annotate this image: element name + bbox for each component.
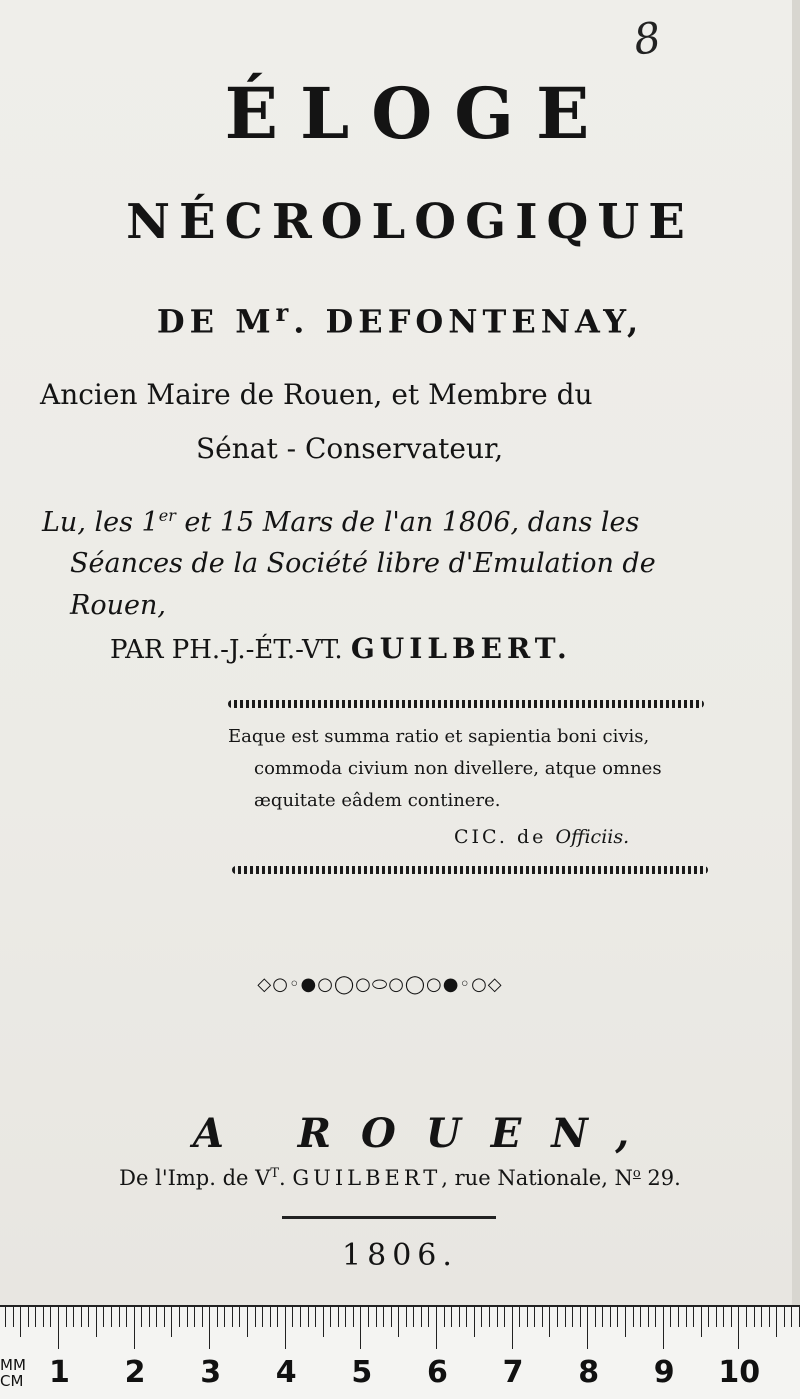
ruler-tick [58, 1307, 59, 1349]
ruler-tick [119, 1307, 120, 1327]
ruler-number: 9 [653, 1355, 675, 1390]
ruler-tick [360, 1307, 361, 1349]
ruler-tick [292, 1307, 293, 1327]
ruler-tick [670, 1307, 671, 1327]
ruler-tick [542, 1307, 543, 1327]
ruler-number: 8 [578, 1355, 600, 1390]
ruler-number: 6 [427, 1355, 448, 1390]
ruler-unit-cm: CM [0, 1372, 24, 1390]
ruler-tick [50, 1307, 51, 1327]
ruler-tick [776, 1307, 777, 1337]
ruler-tick [323, 1307, 324, 1337]
epigraph-line-3: æquitate eâdem continere. [254, 790, 501, 811]
ruler-tick [345, 1307, 346, 1327]
ruler-tick [497, 1307, 498, 1327]
ruler-tick [451, 1307, 452, 1327]
ruler-unit-mm: MM [0, 1356, 26, 1374]
ruler-number: 1 [49, 1355, 70, 1390]
imprint-printer [0, 1166, 800, 1190]
ruler-tick [239, 1307, 240, 1327]
ruler-tick [300, 1307, 301, 1327]
ruler-tick [391, 1307, 392, 1327]
ruler-number: 5 [351, 1355, 373, 1390]
imprint-text-a: De l'Imp. de V [119, 1166, 271, 1190]
ruler-tick [111, 1307, 112, 1327]
ruler-tick [285, 1307, 286, 1349]
imprint-text-d: 29. [640, 1166, 681, 1190]
ruler-tick [247, 1307, 248, 1337]
title-superscript: r [275, 298, 294, 327]
ruler-tick [28, 1307, 29, 1327]
ruler-tick [519, 1307, 520, 1327]
imprint-superscript-no: o [632, 1166, 641, 1181]
ruler-tick [489, 1307, 490, 1327]
ruler-tick [35, 1307, 36, 1327]
ruler-tick [459, 1307, 460, 1327]
ruler-tick [164, 1307, 165, 1327]
ruler-tick [406, 1307, 407, 1327]
ruler-tick [368, 1307, 369, 1327]
ruler-tick [308, 1307, 309, 1327]
ruler-tick [708, 1307, 709, 1327]
imprint-city: A ROUEN, [192, 1110, 660, 1157]
ruler-tick [171, 1307, 172, 1337]
ruler-tick [731, 1307, 732, 1327]
measuring-ruler [0, 1305, 800, 1399]
ruler-tick [663, 1307, 664, 1349]
ruler-tick [444, 1307, 445, 1327]
ruler-tick [738, 1307, 739, 1349]
ruler-tick [716, 1307, 717, 1327]
imprint-superscript-t: T [270, 1166, 279, 1181]
reading-text-a: Lu, les 1 [42, 507, 159, 538]
ruler-tick [534, 1307, 535, 1327]
ruler-tick [217, 1307, 218, 1327]
ruler-tick [761, 1307, 762, 1327]
ruler-tick [791, 1307, 792, 1327]
ruler-tick [262, 1307, 263, 1327]
ruler-tick [504, 1307, 505, 1327]
ruler-tick [13, 1307, 14, 1327]
ruler-tick [232, 1307, 233, 1327]
ruler-tick [754, 1307, 755, 1327]
ruler-tick [784, 1307, 785, 1327]
ruler-tick [179, 1307, 180, 1327]
ruler-tick [413, 1307, 414, 1327]
ruler-tick [224, 1307, 225, 1327]
ruler-tick [383, 1307, 384, 1327]
title-line-2: NÉCROLOGIQUE [126, 194, 694, 250]
imprint-year: 1806. [342, 1238, 458, 1273]
ruler-tick [428, 1307, 429, 1327]
folio-number: 8 [630, 12, 664, 65]
epigraph-source-work: Officiis. [555, 826, 630, 848]
subtitle-line-2: Sénat - Conservateur, [196, 432, 504, 465]
title-prefix: DE M [156, 302, 276, 341]
ruler-tick [338, 1307, 339, 1327]
ruler-tick [376, 1307, 377, 1327]
ruler-tick [769, 1307, 770, 1327]
ruler-tick [549, 1307, 550, 1337]
ruler-tick [421, 1307, 422, 1327]
imprint-printer-name: GUILBERT [292, 1166, 442, 1190]
ruler-tick [96, 1307, 97, 1337]
ruler-tick [625, 1307, 626, 1337]
ruler-tick [693, 1307, 694, 1327]
ruler-tick [202, 1307, 203, 1327]
ruler-tick [595, 1307, 596, 1327]
ruler-tick [686, 1307, 687, 1327]
ruler-tick [436, 1307, 437, 1349]
ruler-tick [209, 1307, 210, 1349]
ruler-tick [512, 1307, 513, 1349]
ruler-tick [617, 1307, 618, 1327]
printers-ornament: ◇○◦●○◯○⬭○◯○●◦○◇ [257, 973, 503, 995]
title-line-1: ÉLOGE [224, 72, 612, 155]
ruler-tick [66, 1307, 67, 1327]
reading-line-3: Rouen, [70, 590, 166, 621]
ruler-tick [126, 1307, 127, 1327]
wavy-rule-bottom [232, 866, 708, 874]
ruler-tick [527, 1307, 528, 1327]
author-prefix: PAR PH.-J.-ÉT.-VT. [110, 635, 343, 665]
reading-superscript: er [158, 506, 176, 525]
ruler-tick [315, 1307, 316, 1327]
ruler-number: 7 [502, 1355, 524, 1390]
ruler-tick [20, 1307, 21, 1337]
ruler-tick [746, 1307, 747, 1327]
ruler-tick [277, 1307, 278, 1327]
ruler-number: 2 [124, 1355, 146, 1390]
ruler-tick [103, 1307, 104, 1327]
ruler-unit-label [0, 1357, 26, 1389]
ruler-tick [255, 1307, 256, 1327]
ruler-tick [187, 1307, 188, 1327]
wavy-rule-top [228, 700, 704, 708]
ruler-tick [194, 1307, 195, 1327]
subtitle-line-1: Ancien Maire de Rouen, et Membre du [40, 378, 593, 411]
reading-text-b: et 15 Mars de l'an 1806, dans les [175, 507, 640, 538]
ruler-tick [81, 1307, 82, 1327]
ruler-tick [474, 1307, 475, 1337]
imprint-rule [282, 1216, 496, 1219]
ruler-tick [557, 1307, 558, 1327]
ruler-tick [701, 1307, 702, 1337]
author-name: GUILBERT. [350, 632, 572, 665]
ruler-tick [5, 1307, 6, 1327]
reading-line-2: Séances de la Société libre d'Emulation de [70, 548, 656, 579]
ruler-tick [156, 1307, 157, 1327]
ruler-tick [134, 1307, 135, 1349]
reading-line-1 [42, 506, 639, 538]
ruler-tick [640, 1307, 641, 1327]
ruler-tick [633, 1307, 634, 1327]
ruler-tick [678, 1307, 679, 1327]
title-name: . DEFONTENAY, [293, 302, 644, 341]
ruler-tick [580, 1307, 581, 1327]
ruler-tick [88, 1307, 89, 1327]
ruler-tick [481, 1307, 482, 1327]
ruler-tick [330, 1307, 331, 1327]
epigraph-source-prefix: CIC. de [454, 826, 556, 848]
ruler-tick [149, 1307, 150, 1327]
ruler-tick [655, 1307, 656, 1327]
ruler-tick [398, 1307, 399, 1337]
title-line-3 [0, 298, 800, 341]
ruler-number: 10 [718, 1355, 761, 1390]
ruler-tick [723, 1307, 724, 1327]
imprint-text-b: . [279, 1166, 293, 1190]
ruler-number: 3 [200, 1355, 222, 1390]
ruler-tick [466, 1307, 467, 1327]
ruler-tick [565, 1307, 566, 1327]
ruler-tick [353, 1307, 354, 1327]
author-line [110, 632, 572, 665]
ruler-tick [270, 1307, 271, 1327]
ruler-tick [648, 1307, 649, 1327]
ruler-tick [141, 1307, 142, 1327]
imprint-text-c: , rue Nationale, N [441, 1166, 633, 1190]
ruler-tick [587, 1307, 588, 1349]
ruler-tick [602, 1307, 603, 1327]
epigraph-source [454, 826, 629, 848]
epigraph-line-1: Eaque est summa ratio et sapientia boni civis, [228, 726, 650, 747]
ruler-tick [610, 1307, 611, 1327]
ruler-tick [43, 1307, 44, 1327]
ruler-tick [572, 1307, 573, 1327]
epigraph-line-2: commoda civium non divellere, atque omnes [254, 758, 662, 779]
ruler-tick [73, 1307, 74, 1327]
ruler-number: 4 [275, 1355, 297, 1390]
